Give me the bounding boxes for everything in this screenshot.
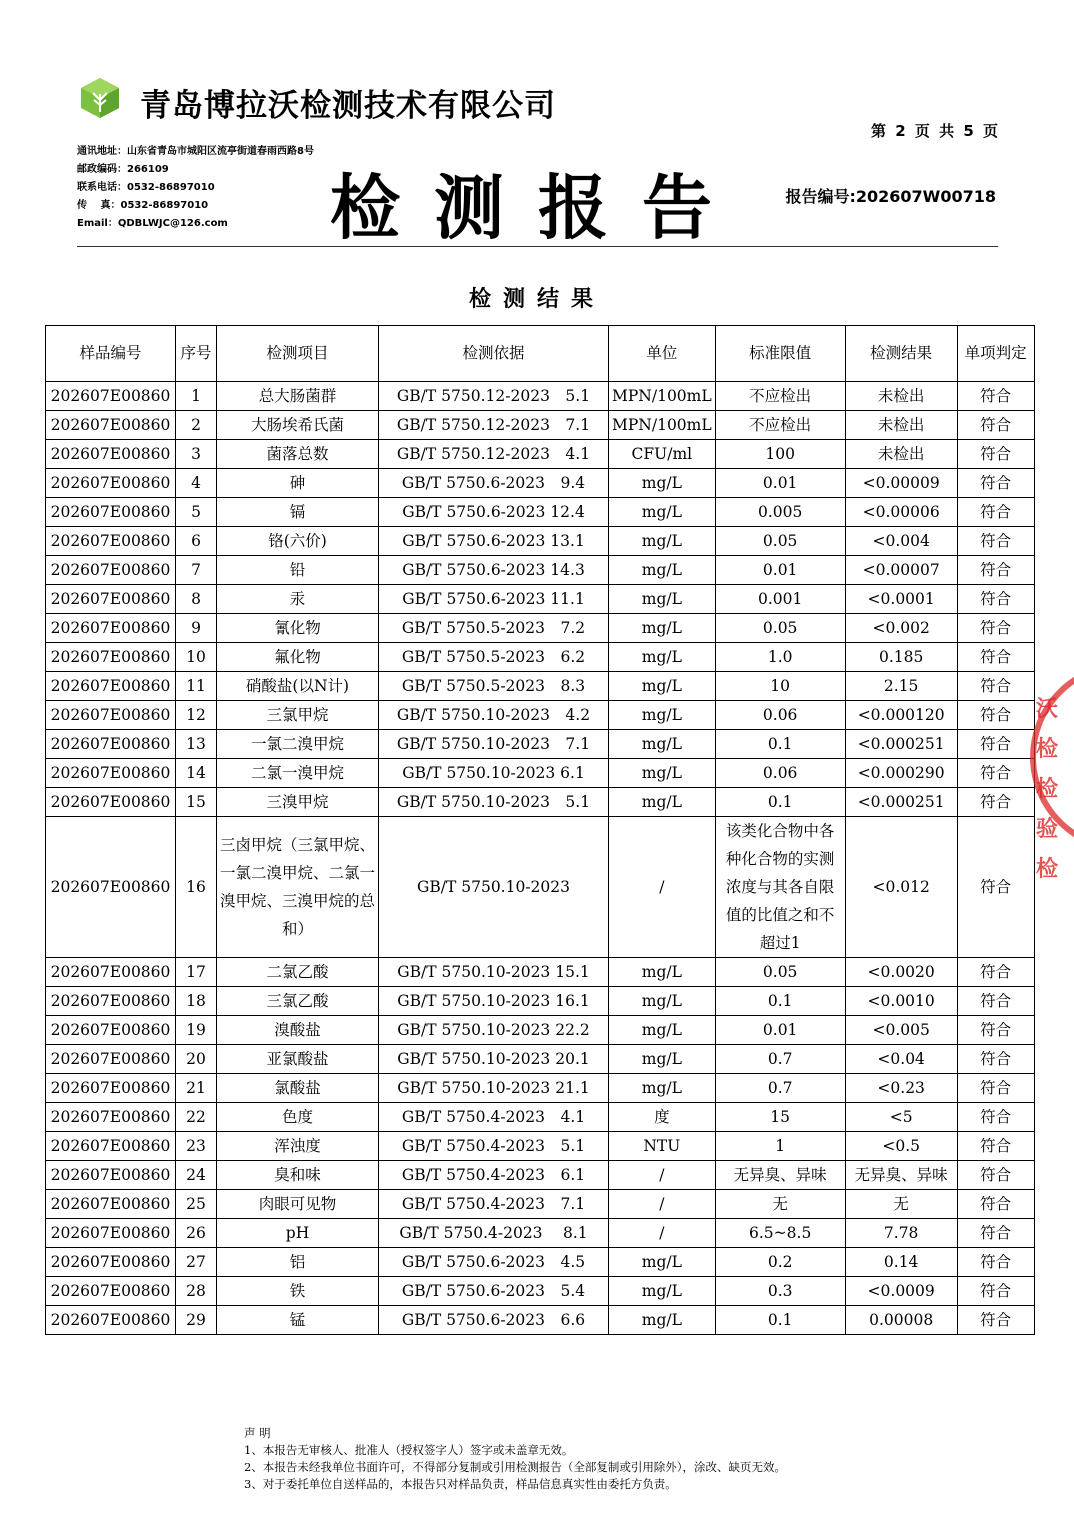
cell-result: 未检出 [845, 411, 957, 440]
cell-sample-id: 202607E00860 [46, 411, 176, 440]
cell-unit: / [609, 817, 716, 958]
table-row [46, 527, 1035, 556]
cell-test-item: 镉 [217, 498, 379, 527]
disclaimer-line: 1、本报告无审核人、批准人（授权签字人）签字或未盖章无效。 [244, 1443, 574, 1457]
cell-unit: mg/L [609, 556, 716, 585]
cell-index: 20 [176, 1045, 217, 1074]
header-divider [77, 246, 998, 247]
cell-judgement: 符合 [957, 987, 1034, 1016]
cell-result: <0.5 [845, 1132, 957, 1161]
cell-sample-id: 202607E00860 [46, 498, 176, 527]
cell-test-item: 总大肠菌群 [217, 382, 379, 411]
fax: 传 真：0532-86897010 [77, 200, 209, 211]
cell-unit: mg/L [609, 788, 716, 817]
col-result: 检测结果 [845, 326, 957, 382]
cell-sample-id: 202607E00860 [46, 987, 176, 1016]
cell-unit: mg/L [609, 672, 716, 701]
cell-judgement: 符合 [957, 730, 1034, 759]
cell-sample-id: 202607E00860 [46, 1045, 176, 1074]
table-row [46, 1190, 1035, 1219]
table-row [46, 1277, 1035, 1306]
cell-result: <0.00007 [845, 556, 957, 585]
table-row [46, 614, 1035, 643]
cell-unit: / [609, 1219, 716, 1248]
cell-index: 10 [176, 643, 217, 672]
cell-judgement: 符合 [957, 1219, 1034, 1248]
cell-sample-id: 202607E00860 [46, 527, 176, 556]
cell-limit: 0.01 [715, 556, 845, 585]
cell-test-basis: GB/T 5750.4-2023 5.1 [379, 1132, 609, 1161]
cell-test-item: 砷 [217, 469, 379, 498]
email: Email：QDBLWJC@126.com [77, 218, 228, 229]
cell-test-basis: GB/T 5750.10-2023 6.1 [379, 759, 609, 788]
table-row [46, 498, 1035, 527]
cell-limit: 0.1 [715, 788, 845, 817]
cell-limit: 0.7 [715, 1074, 845, 1103]
cell-sample-id: 202607E00860 [46, 440, 176, 469]
cell-sample-id: 202607E00860 [46, 1277, 176, 1306]
cell-test-item: 菌落总数 [217, 440, 379, 469]
cell-unit: mg/L [609, 469, 716, 498]
phone: 联系电话：0532-86897010 [77, 182, 215, 193]
cell-index: 11 [176, 672, 217, 701]
table-row [46, 1074, 1035, 1103]
cell-limit: 0.01 [715, 469, 845, 498]
cell-result: 0.185 [845, 643, 957, 672]
cell-test-basis: GB/T 5750.5-2023 8.3 [379, 672, 609, 701]
cell-result: <0.04 [845, 1045, 957, 1074]
cell-test-basis: GB/T 5750.6-2023 4.5 [379, 1248, 609, 1277]
cell-result: 2.15 [845, 672, 957, 701]
cell-judgement: 符合 [957, 585, 1034, 614]
report-title: 检测报告 [330, 166, 746, 249]
table-row [46, 556, 1035, 585]
cell-sample-id: 202607E00860 [46, 382, 176, 411]
cell-unit: NTU [609, 1132, 716, 1161]
col-sample-id: 样品编号 [46, 326, 176, 382]
disclaimer [244, 1425, 786, 1493]
table-row [46, 1132, 1035, 1161]
contact-info [77, 143, 337, 233]
cell-test-basis: GB/T 5750.10-2023 16.1 [379, 987, 609, 1016]
cell-test-item: 铝 [217, 1248, 379, 1277]
cell-judgement: 符合 [957, 701, 1034, 730]
cell-limit: 0.05 [715, 614, 845, 643]
table-row [46, 1045, 1035, 1074]
cell-judgement: 符合 [957, 382, 1034, 411]
cell-index: 29 [176, 1306, 217, 1335]
cell-judgement: 符合 [957, 1248, 1034, 1277]
cell-sample-id: 202607E00860 [46, 556, 176, 585]
cell-limit: 0.05 [715, 958, 845, 987]
cell-unit: 度 [609, 1103, 716, 1132]
cell-unit: mg/L [609, 1248, 716, 1277]
cell-result: <0.000120 [845, 701, 957, 730]
address: 通讯地址：山东省青岛市城阳区流亭街道春雨西路8号 [77, 146, 314, 157]
cell-test-item: 三卤甲烷（三氯甲烷、一氯二溴甲烷、二氯一溴甲烷、三溴甲烷的总和） [217, 817, 379, 958]
cell-unit: mg/L [609, 585, 716, 614]
cell-limit: 无异臭、异味 [715, 1161, 845, 1190]
section-title: 检测结果 [468, 287, 605, 312]
table-body [46, 382, 1035, 1335]
cell-test-basis: GB/T 5750.6-2023 6.6 [379, 1306, 609, 1335]
cell-result: <0.002 [845, 614, 957, 643]
cell-index: 25 [176, 1190, 217, 1219]
cell-sample-id: 202607E00860 [46, 614, 176, 643]
cell-sample-id: 202607E00860 [46, 1161, 176, 1190]
col-judgement: 单项判定 [957, 326, 1034, 382]
cell-result: <0.012 [845, 817, 957, 958]
table-row [46, 701, 1035, 730]
cell-unit: / [609, 1190, 716, 1219]
cell-test-item: 浑浊度 [217, 1132, 379, 1161]
cell-index: 12 [176, 701, 217, 730]
cell-limit: 0.05 [715, 527, 845, 556]
cell-limit: 0.3 [715, 1277, 845, 1306]
cell-judgement: 符合 [957, 556, 1034, 585]
disclaimer-line: 2、本报告未经我单位书面许可，不得部分复制或引用检测报告（全部复制或引用除外），涂改、缺页无效。 [244, 1460, 787, 1474]
cell-test-basis: GB/T 5750.5-2023 7.2 [379, 614, 609, 643]
cell-index: 24 [176, 1161, 217, 1190]
cell-judgement: 符合 [957, 1045, 1034, 1074]
cell-result: 7.78 [845, 1219, 957, 1248]
cell-result: 未检出 [845, 382, 957, 411]
cell-judgement: 符合 [957, 1103, 1034, 1132]
cell-judgement: 符合 [957, 1161, 1034, 1190]
cell-test-item: 汞 [217, 585, 379, 614]
cell-sample-id: 202607E00860 [46, 643, 176, 672]
cell-limit: 6.5~8.5 [715, 1219, 845, 1248]
cell-test-item: 大肠埃希氏菌 [217, 411, 379, 440]
cell-test-basis: GB/T 5750.6-2023 5.4 [379, 1277, 609, 1306]
cell-test-basis: GB/T 5750.6-2023 12.4 [379, 498, 609, 527]
cell-test-item: 铅 [217, 556, 379, 585]
cell-judgement: 符合 [957, 643, 1034, 672]
cell-limit: 无 [715, 1190, 845, 1219]
cell-judgement: 符合 [957, 1074, 1034, 1103]
cell-sample-id: 202607E00860 [46, 1074, 176, 1103]
cell-limit: 0.1 [715, 987, 845, 1016]
col-unit: 单位 [609, 326, 716, 382]
cell-unit: MPN/100mL [609, 382, 716, 411]
cell-test-item: 氯酸盐 [217, 1074, 379, 1103]
table-row [46, 987, 1035, 1016]
seal-text-bottom: 检验检 [1036, 777, 1059, 882]
table-row [46, 1248, 1035, 1277]
results-table [45, 325, 1035, 1335]
cell-index: 27 [176, 1248, 217, 1277]
cell-result: <0.004 [845, 527, 957, 556]
cell-sample-id: 202607E00860 [46, 1248, 176, 1277]
table-row [46, 1103, 1035, 1132]
cell-sample-id: 202607E00860 [46, 1103, 176, 1132]
cell-test-basis: GB/T 5750.10-2023 5.1 [379, 788, 609, 817]
cell-test-item: 锰 [217, 1306, 379, 1335]
disclaimer-line: 3、对于委托单位自送样品的，本报告只对样品负责，样品信息真实性由委托方负责。 [244, 1477, 677, 1491]
cell-test-item: 氰化物 [217, 614, 379, 643]
cell-index: 5 [176, 498, 217, 527]
cell-unit: mg/L [609, 498, 716, 527]
table-row [46, 382, 1035, 411]
cell-result: 0.00008 [845, 1306, 957, 1335]
cell-test-basis: GB/T 5750.6-2023 13.1 [379, 527, 609, 556]
cell-test-basis: GB/T 5750.10-2023 7.1 [379, 730, 609, 759]
cell-test-item: 一氯二溴甲烷 [217, 730, 379, 759]
cell-judgement: 符合 [957, 1190, 1034, 1219]
seal-text [1036, 690, 1074, 890]
table-row [46, 585, 1035, 614]
cell-index: 9 [176, 614, 217, 643]
postcode: 邮政编码：266109 [77, 164, 169, 175]
cell-judgement: 符合 [957, 759, 1034, 788]
cell-result: <0.0009 [845, 1277, 957, 1306]
cell-limit: 不应检出 [715, 382, 845, 411]
cell-limit: 1.0 [715, 643, 845, 672]
col-test-basis: 检测依据 [379, 326, 609, 382]
cell-judgement: 符合 [957, 1277, 1034, 1306]
cell-judgement: 符合 [957, 788, 1034, 817]
cell-test-item: pH [217, 1219, 379, 1248]
cell-sample-id: 202607E00860 [46, 1306, 176, 1335]
cell-result: <0.000251 [845, 730, 957, 759]
cell-judgement: 符合 [957, 527, 1034, 556]
cell-judgement: 符合 [957, 1306, 1034, 1335]
cell-test-basis: GB/T 5750.6-2023 9.4 [379, 469, 609, 498]
cell-index: 26 [176, 1219, 217, 1248]
cell-unit: mg/L [609, 1306, 716, 1335]
cell-test-basis: GB/T 5750.10-2023 21.1 [379, 1074, 609, 1103]
cell-unit: / [609, 1161, 716, 1190]
cell-index: 7 [176, 556, 217, 585]
cell-judgement: 符合 [957, 469, 1034, 498]
cell-index: 19 [176, 1016, 217, 1045]
cell-sample-id: 202607E00860 [46, 1219, 176, 1248]
cell-unit: mg/L [609, 1074, 716, 1103]
cell-index: 28 [176, 1277, 217, 1306]
cell-result: 无异臭、异味 [845, 1161, 957, 1190]
cube-leaf-logo-icon [78, 76, 122, 120]
table-row [46, 672, 1035, 701]
cell-sample-id: 202607E00860 [46, 730, 176, 759]
cell-test-item: 三氯乙酸 [217, 987, 379, 1016]
report-number: 报告编号:202607W00718 [785, 187, 996, 206]
cell-index: 4 [176, 469, 217, 498]
cell-judgement: 符合 [957, 672, 1034, 701]
cell-limit: 15 [715, 1103, 845, 1132]
cell-index: 13 [176, 730, 217, 759]
cell-limit: 0.06 [715, 701, 845, 730]
cell-judgement: 符合 [957, 498, 1034, 527]
table-row [46, 1161, 1035, 1190]
cell-unit: mg/L [609, 958, 716, 987]
cell-unit: mg/L [609, 1045, 716, 1074]
page-number: 第 2 页 共 5 页 [871, 122, 998, 140]
cell-test-basis: GB/T 5750.6-2023 14.3 [379, 556, 609, 585]
cell-result: <0.005 [845, 1016, 957, 1045]
cell-result: <0.000290 [845, 759, 957, 788]
cell-limit: 0.005 [715, 498, 845, 527]
cell-unit: mg/L [609, 701, 716, 730]
cell-test-basis: GB/T 5750.10-2023 20.1 [379, 1045, 609, 1074]
col-index: 序号 [176, 326, 217, 382]
cell-judgement: 符合 [957, 1016, 1034, 1045]
cell-index: 23 [176, 1132, 217, 1161]
table-row [46, 469, 1035, 498]
cell-limit: 100 [715, 440, 845, 469]
table-row [46, 730, 1035, 759]
cell-sample-id: 202607E00860 [46, 701, 176, 730]
cell-unit: mg/L [609, 1277, 716, 1306]
table-row [46, 817, 1035, 958]
cell-result: <0.00006 [845, 498, 957, 527]
col-limit: 标准限值 [715, 326, 845, 382]
cell-limit: 0.1 [715, 1306, 845, 1335]
cell-unit: mg/L [609, 759, 716, 788]
table-row [46, 958, 1035, 987]
cell-result: <0.0010 [845, 987, 957, 1016]
cell-limit: 0.1 [715, 730, 845, 759]
cell-sample-id: 202607E00860 [46, 759, 176, 788]
cell-limit: 0.7 [715, 1045, 845, 1074]
table-row [46, 788, 1035, 817]
cell-index: 14 [176, 759, 217, 788]
cell-unit: mg/L [609, 614, 716, 643]
cell-sample-id: 202607E00860 [46, 1016, 176, 1045]
cell-test-basis: GB/T 5750.10-2023 22.2 [379, 1016, 609, 1045]
cell-result: <0.0020 [845, 958, 957, 987]
cell-limit: 10 [715, 672, 845, 701]
seal-text-top: 沃检 [1036, 697, 1059, 762]
cell-sample-id: 202607E00860 [46, 1132, 176, 1161]
cell-judgement: 符合 [957, 614, 1034, 643]
cell-test-item: 二氯一溴甲烷 [217, 759, 379, 788]
cell-unit: MPN/100mL [609, 411, 716, 440]
cell-test-basis: GB/T 5750.4-2023 8.1 [379, 1219, 609, 1248]
cell-index: 3 [176, 440, 217, 469]
cell-unit: mg/L [609, 987, 716, 1016]
cell-index: 21 [176, 1074, 217, 1103]
col-test-item: 检测项目 [217, 326, 379, 382]
cell-test-basis: GB/T 5750.12-2023 4.1 [379, 440, 609, 469]
cell-index: 1 [176, 382, 217, 411]
company-name: 青岛博拉沃检测技术有限公司 [140, 88, 556, 124]
cell-judgement: 符合 [957, 958, 1034, 987]
cell-sample-id: 202607E00860 [46, 788, 176, 817]
cell-result: <0.000251 [845, 788, 957, 817]
table-row [46, 411, 1035, 440]
cell-test-item: 溴酸盐 [217, 1016, 379, 1045]
cell-limit: 0.01 [715, 1016, 845, 1045]
cell-result: 0.14 [845, 1248, 957, 1277]
cell-test-item: 肉眼可见物 [217, 1190, 379, 1219]
cell-judgement: 符合 [957, 817, 1034, 958]
cell-limit: 1 [715, 1132, 845, 1161]
cell-limit: 0.2 [715, 1248, 845, 1277]
cell-index: 6 [176, 527, 217, 556]
cell-index: 17 [176, 958, 217, 987]
cell-limit: 0.001 [715, 585, 845, 614]
cell-unit: mg/L [609, 527, 716, 556]
table-row [46, 759, 1035, 788]
cell-test-item: 色度 [217, 1103, 379, 1132]
cell-test-item: 三氯甲烷 [217, 701, 379, 730]
cell-index: 2 [176, 411, 217, 440]
table-row [46, 1219, 1035, 1248]
cell-sample-id: 202607E00860 [46, 672, 176, 701]
cell-limit: 该类化合物中各种化合物的实测浓度与其各自限值的比值之和不超过1 [715, 817, 845, 958]
cell-index: 16 [176, 817, 217, 958]
cell-index: 15 [176, 788, 217, 817]
cell-unit: mg/L [609, 643, 716, 672]
cell-test-basis: GB/T 5750.10-2023 [379, 817, 609, 958]
cell-result: <0.0001 [845, 585, 957, 614]
cell-result: 无 [845, 1190, 957, 1219]
cell-test-basis: GB/T 5750.4-2023 4.1 [379, 1103, 609, 1132]
cell-index: 22 [176, 1103, 217, 1132]
cell-test-item: 硝酸盐(以N计) [217, 672, 379, 701]
cell-judgement: 符合 [957, 1132, 1034, 1161]
cell-test-item: 氟化物 [217, 643, 379, 672]
cell-test-basis: GB/T 5750.4-2023 7.1 [379, 1190, 609, 1219]
cell-unit: mg/L [609, 1016, 716, 1045]
cell-unit: mg/L [609, 730, 716, 759]
table-row [46, 1306, 1035, 1335]
cell-sample-id: 202607E00860 [46, 817, 176, 958]
cell-test-item: 三溴甲烷 [217, 788, 379, 817]
cell-judgement: 符合 [957, 411, 1034, 440]
cell-judgement: 符合 [957, 440, 1034, 469]
cell-test-basis: GB/T 5750.6-2023 11.1 [379, 585, 609, 614]
cell-result: 未检出 [845, 440, 957, 469]
cell-test-basis: GB/T 5750.12-2023 5.1 [379, 382, 609, 411]
cell-test-basis: GB/T 5750.12-2023 7.1 [379, 411, 609, 440]
disclaimer-title: 声 明 [244, 1426, 271, 1440]
cell-result: <5 [845, 1103, 957, 1132]
cell-index: 18 [176, 987, 217, 1016]
cell-test-item: 二氯乙酸 [217, 958, 379, 987]
cell-sample-id: 202607E00860 [46, 1190, 176, 1219]
cell-test-basis: GB/T 5750.10-2023 4.2 [379, 701, 609, 730]
cell-index: 8 [176, 585, 217, 614]
cell-test-basis: GB/T 5750.5-2023 6.2 [379, 643, 609, 672]
table-row [46, 440, 1035, 469]
cell-limit: 不应检出 [715, 411, 845, 440]
cell-sample-id: 202607E00860 [46, 585, 176, 614]
cell-result: <0.23 [845, 1074, 957, 1103]
cell-limit: 0.06 [715, 759, 845, 788]
cell-unit: CFU/ml [609, 440, 716, 469]
table-row [46, 643, 1035, 672]
cell-test-item: 亚氯酸盐 [217, 1045, 379, 1074]
cell-test-item: 臭和味 [217, 1161, 379, 1190]
table-header-row [46, 326, 1035, 382]
cell-test-basis: GB/T 5750.4-2023 6.1 [379, 1161, 609, 1190]
cell-sample-id: 202607E00860 [46, 958, 176, 987]
cell-test-basis: GB/T 5750.10-2023 15.1 [379, 958, 609, 987]
cell-sample-id: 202607E00860 [46, 469, 176, 498]
table-row [46, 1016, 1035, 1045]
cell-test-item: 铁 [217, 1277, 379, 1306]
cell-test-item: 铬(六价) [217, 527, 379, 556]
cell-result: <0.00009 [845, 469, 957, 498]
